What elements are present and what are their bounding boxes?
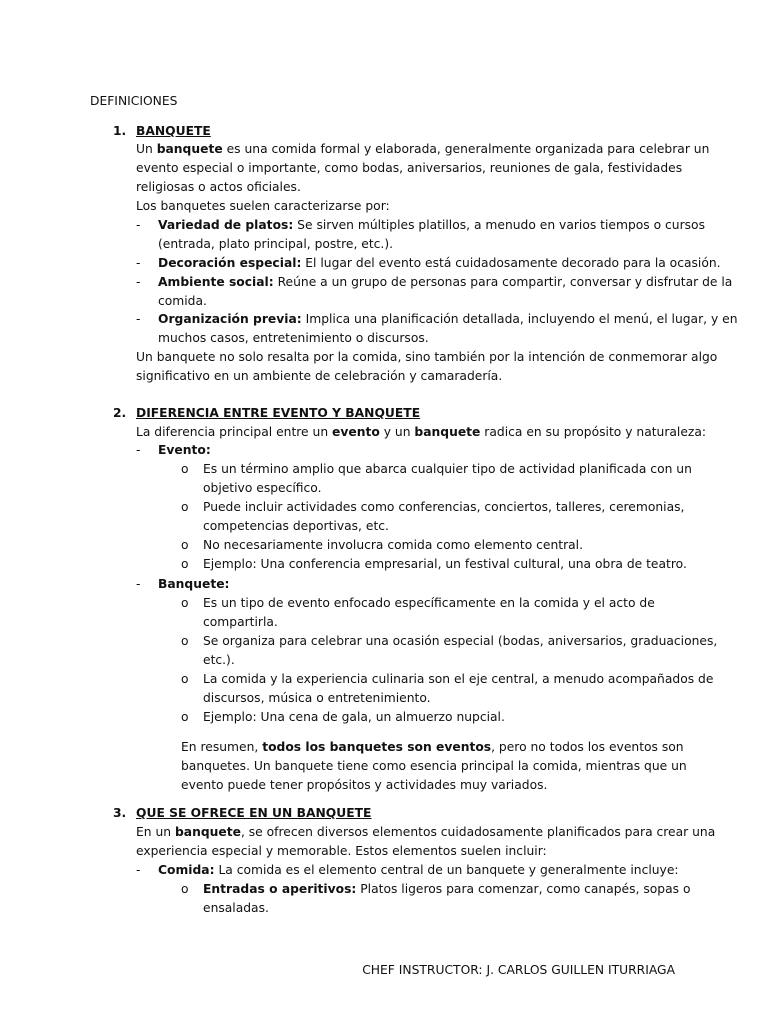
list-item: Entradas o aperitivos: Platos ligeros para comenzar, como canapés, sopas o (203, 882, 691, 896)
circle-bullet: o (181, 882, 189, 896)
list-item-line-2: objetivo específico. (203, 481, 322, 495)
list-item: Ejemplo: Una conferencia empresarial, un festival cultural, una obra de teatro. (203, 557, 687, 571)
circle-bullet: o (181, 538, 189, 552)
summary-paragraph-line-2: banquetes. Un banquete tiene como esencia principal la comida, mientras que un (181, 759, 687, 773)
dash-bullet: - (136, 256, 141, 270)
dash-bullet: - (136, 863, 141, 877)
dash-bullet: - (136, 275, 141, 289)
section-2-paragraph-1: La diferencia principal entre un evento y un banquete radica en su propósito y naturaleza: (136, 425, 707, 439)
list-item: Ambiente social: Reúne a un grupo de personas para compartir, conversar y disfrutar de la (158, 275, 733, 289)
list-item-line-2: ensaladas. (203, 901, 269, 915)
list-item: Comida: La comida es el elemento central de un banquete y generalmente incluye: (158, 863, 679, 877)
summary-paragraph-line-3: evento puede tener propósitos y actividades muy variados. (181, 778, 548, 792)
list-item: Organización previa: Implica una planificación detallada, incluyendo el menú, el lugar, y en (158, 312, 738, 326)
circle-bullet: o (181, 462, 189, 476)
list-item: La comida y la experiencia culinaria son el eje central, a menudo acompañados de (203, 672, 714, 686)
section-1-heading: BANQUETE (136, 124, 211, 138)
section-3-paragraph-1: En un banquete, se ofrecen diversos elementos cuidadosamente planificados para crear una (136, 825, 716, 839)
summary-paragraph: En resumen, todos los banquetes son eventos, pero no todos los eventos son (181, 740, 684, 754)
banquete-label: Banquete: (158, 577, 230, 591)
dash-bullet: - (136, 218, 141, 232)
circle-bullet: o (181, 672, 189, 686)
section-3-number: 3. (113, 806, 127, 820)
section-1-paragraph-2: Los banquetes suelen caracterizarse por: (136, 199, 390, 213)
section-1-paragraph-1-line-3: religiosas o actos oficiales. (136, 180, 301, 194)
section-1-paragraph-1-line-2: evento especial o importante, como bodas, aniversarios, reuniones de gala, festividades (136, 161, 683, 175)
section-1-paragraph-3-line-2: significativo en un ambiente de celebración y camaradería. (136, 369, 503, 383)
section-2-heading: DIFERENCIA ENTRE EVENTO Y BANQUETE (136, 406, 421, 420)
list-item: Es un tipo de evento enfocado específicamente en la comida y el acto de (203, 596, 655, 610)
list-item-line-2: competencias deportivas, etc. (203, 519, 389, 533)
section-1-paragraph-3: Un banquete no solo resalta por la comida, sino también por la intención de conmemorar algo (136, 350, 718, 364)
footer-instructor: CHEF INSTRUCTOR: J. CARLOS GUILLEN ITURRIAGA (362, 963, 675, 977)
dash-bullet: - (136, 577, 141, 591)
list-item: Variedad de platos: Se sirven múltiples platillos, a menudo en varios tiempos o cursos (158, 218, 705, 232)
list-item-line-2: compartirla. (203, 615, 278, 629)
circle-bullet: o (181, 710, 189, 724)
list-item: Es un término amplio que abarca cualquier tipo de actividad planificada con un (203, 462, 692, 476)
circle-bullet: o (181, 500, 189, 514)
evento-label: Evento: (158, 443, 211, 457)
list-item-line-2: (entrada, plato principal, postre, etc.). (158, 237, 394, 251)
list-item-line-2: discursos, música o entretenimiento. (203, 691, 431, 705)
document-title: DEFINICIONES (90, 94, 178, 108)
circle-bullet: o (181, 557, 189, 571)
list-item: Se organiza para celebrar una ocasión especial (bodas, aniversarios, graduaciones, (203, 634, 718, 648)
list-item-line-2: muchos casos, entretenimiento o discursos. (158, 331, 429, 345)
list-item: Ejemplo: Una cena de gala, un almuerzo nupcial. (203, 710, 505, 724)
circle-bullet: o (181, 634, 189, 648)
section-3-paragraph-1-line-2: experiencia especial y memorable. Estos elementos suelen incluir: (136, 844, 547, 858)
dash-bullet: - (136, 443, 141, 457)
section-3-heading: QUE SE OFRECE EN UN BANQUETE (136, 806, 372, 820)
circle-bullet: o (181, 596, 189, 610)
section-1-paragraph-1: Un banquete es una comida formal y elaborada, generalmente organizada para celebrar un (136, 142, 710, 156)
list-item-line-2: etc.). (203, 653, 235, 667)
dash-bullet: - (136, 312, 141, 326)
list-item: Puede incluir actividades como conferencias, conciertos, talleres, ceremonias, (203, 500, 685, 514)
list-item: No necesariamente involucra comida como elemento central. (203, 538, 584, 552)
list-item-line-2: comida. (158, 294, 207, 308)
list-item: Decoración especial: El lugar del evento está cuidadosamente decorado para la ocasión. (158, 256, 721, 270)
section-1-number: 1. (113, 124, 127, 138)
section-2-number: 2. (113, 406, 127, 420)
